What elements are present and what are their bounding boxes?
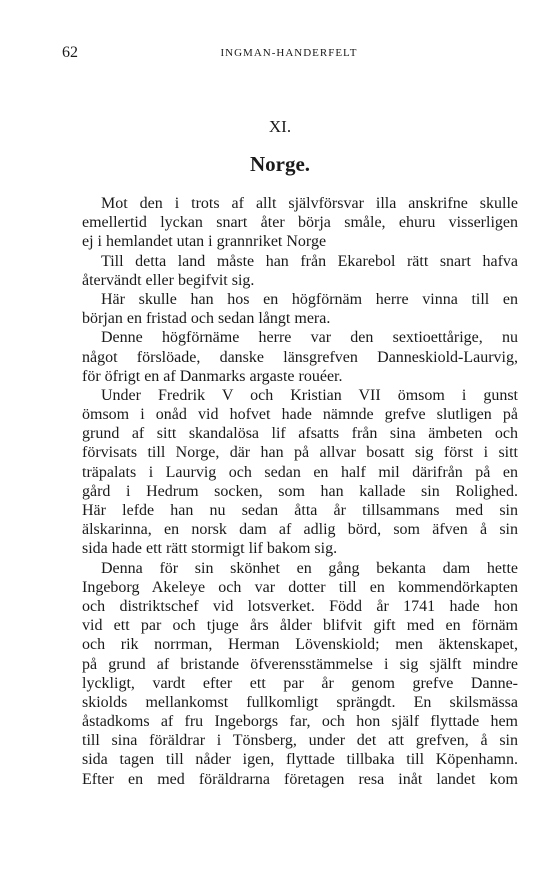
page-header [62,44,516,64]
chapter-title: Norge. [249,152,311,176]
text-line: Denne högförnäme herre var den sextioettårige, nu [101,329,518,347]
text-line: gård i Hedrum socken, som han kallade sin Rolighed. [82,482,518,500]
text-line: Här lefde han nu sedan åtta år tillsammans med sin [82,502,518,519]
text-line: skiolds mellankomst fullkomligt sprängdt. En skilsmässa [82,693,518,711]
text-line: vid ett par och tjuge års ålder blifvit gift med en förnäm [82,617,518,635]
text-line: för öfrigt en af Danmarks argaste rouéer. [82,367,343,385]
text-line: förvisats till Norge, där han på allvar bosatt sig först i sitt [82,444,518,462]
page-number: 62 [62,44,78,61]
text-line: Till detta land måste han från Ekarebol rätt snart hafva [101,252,518,270]
text-line: något förslöade, danske länsgrefven Danneskiold-Laurvig, [82,348,518,366]
text-line: till sina föräldrar i Tönsberg, under det att grefven, å sin [82,732,518,750]
text-line: Efter en med föräldrarna företagen resa inåt landet kom [82,770,518,788]
text-line: träpalats i Laurvig och sedan en half mil därifrån på en [82,463,518,481]
text-line: början en fristad och sedan långt mera. [82,310,331,328]
text-line: Mot den i trots af allt självförsvar illa anskrifne skulle [101,195,518,212]
text-line: Här skulle han hos en högförnäm herre vinna till en [101,290,518,308]
text-line: och rik norrman, Herman Lövenskiold; men äktenskapet, [82,636,518,654]
text-line: på grund af bristande öfverensstämmelse i sig själft mindre [82,655,518,673]
text-line: ej i hemlandet utan i grannriket Norge [82,233,327,251]
running-head: INGMAN-HANDERFELT [220,47,358,59]
text-line: Ingeborg Akeleye och var dotter till en kommendörkapten [82,578,518,596]
text-line: grund af sitt skandalösa lif afsatts från sina ämbeten och [82,425,518,443]
text-line: åstadkoms af fru Ingeborgs far, och hon själf flyttade hem [82,713,518,731]
text-line: Under Fredrik V och Kristian VII ömsom i gunst [101,386,518,404]
text-line: sida hade ett rätt stormigt lif bakom sig. [82,540,338,558]
text-line: ömsom i onåd vid hofvet hade nämnde grefve slutligen på [82,406,518,424]
chapter-number: XI. [268,117,292,136]
text-line: emellertid lyckan snart åter börja småle, ehuru visserligen [82,214,518,232]
text-line: lyckligt, vardt efter ett par år genom grefve Danne- [82,674,518,692]
text-line: sida tagen till nåder igen, flyttade tillbaka till Köpenhamn. [82,751,518,769]
body-text [82,194,518,789]
text-line: Denna för sin skönhet en gång bekanta dam hette [101,559,518,577]
text-line: älskarinna, en norsk dam af adlig börd, som äfven å sin [82,521,518,539]
text-line: och distriktschef vid lotsverket. Född år 1741 hade hon [82,597,518,615]
text-line: återvändt eller begifvit sig. [82,271,255,289]
